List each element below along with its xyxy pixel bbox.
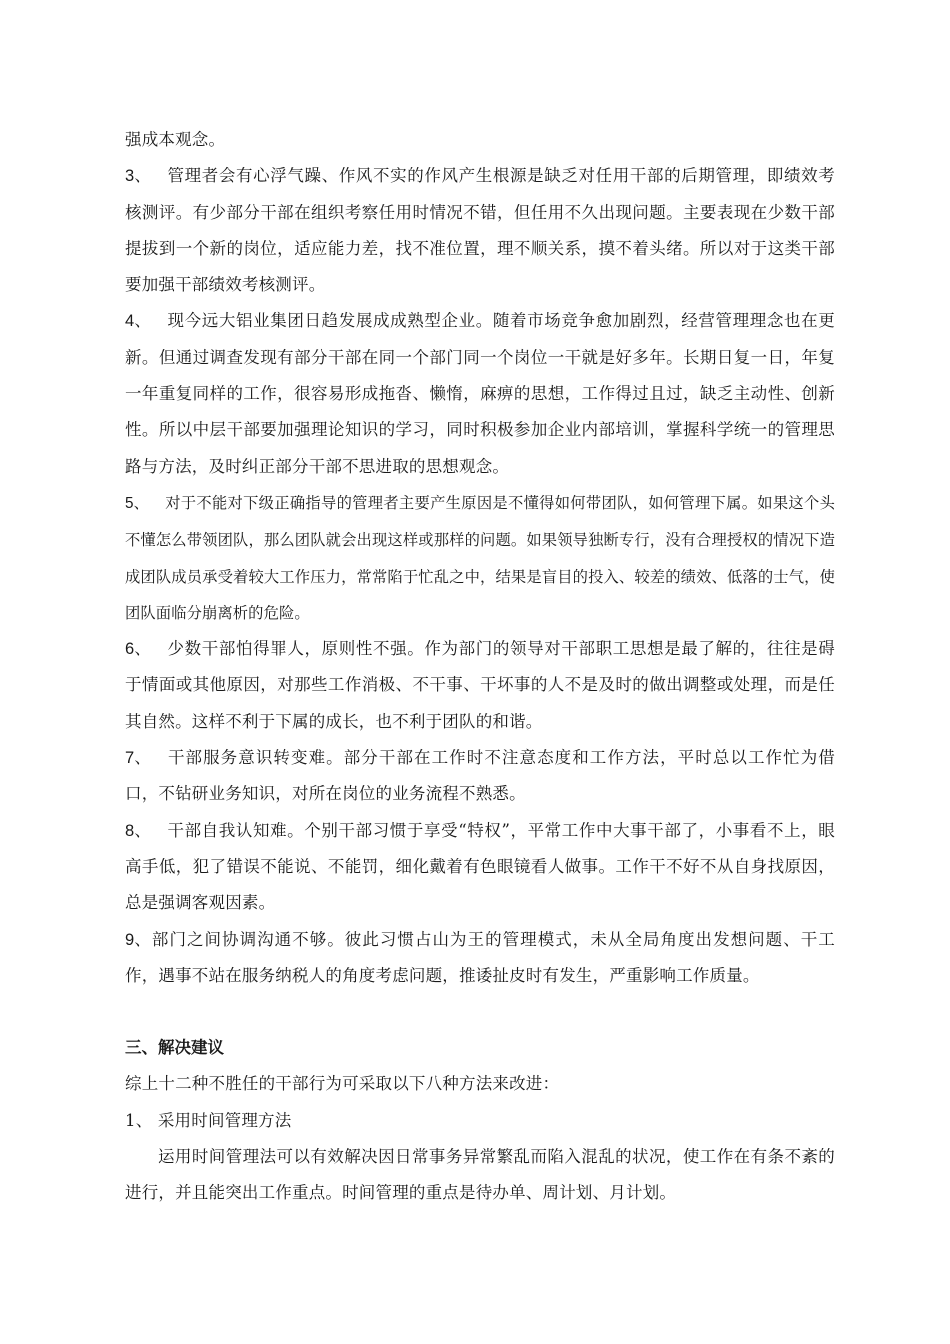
list-number: 6、 (125, 640, 152, 659)
subsection-title: 1、 采用时间管理方法 (125, 1110, 292, 1130)
list-item-text: 干部自我认知难。个别干部习惯于享受“特权”，平常工作中大事干部了，小事看不上，眼高手低，犯了错误不能说、不能罚，细化戴着有色眼镜看人做事。工作干不好不从自身找原因，总是强调客观因素。 (125, 820, 835, 913)
list-item-text: 管理者会有心浮气躁、作风不实的作风产生根源是缺乏对任用干部的后期管理，即绩效考核测评。有少部分干部在组织考察任用时情况不错，但任用不久出现问题。主要表现在少数干部提拔到一个新的岗位，适应能力差，找不准位置，理不顺关系，摸不着头绪。所以对于这类干部要加强干部绩效考核测评。 (125, 166, 835, 295)
list-item-7 (125, 740, 835, 813)
list-item-9 (125, 922, 835, 995)
subsection-body: 运用时间管理法可以有效解决因日常事务异常繁乱而陷入混乱的状况，使工作在有条不紊的进行，并且能突出工作重点。时间管理的重点是待办单、周计划、月计划。 (125, 1147, 835, 1203)
list-item-text: 现今远大铝业集团日趋发展成成熟型企业。随着市场竞争愈加剧烈，经营管理理念也在更新。但通过调查发现有部分干部在同一个部门同一个岗位一干就是好多年。长期日复一日，年复一年重复同样的工作，很容易形成拖沓、懒惰，麻痹的思想，工作得过且过，缺乏主动性、创新性。所以中层干部要加强理论知识的学习，同时积极参加企业内部培训，掌握科学统一的管理思路与方法，及时纠正部分干部不思进取的思想观念。 (125, 311, 835, 476)
list-item-text: 干部服务意识转变难。部分干部在工作时不注意态度和工作方法，平时总以工作忙为借口，不钻研业务知识，对所在岗位的业务流程不熟悉。 (125, 748, 835, 804)
document-body (125, 122, 835, 1212)
list-item-5 (125, 485, 835, 631)
list-item-8 (125, 813, 835, 922)
list-number: 5、 (125, 494, 150, 512)
list-item-4 (125, 303, 835, 484)
paragraph-intro-tail: 强成本观念。 (125, 130, 226, 149)
list-item-6 (125, 631, 835, 740)
section-lead: 综上十二种不胜任的干部行为可采取以下八种方法来改进： (125, 1074, 560, 1094)
section-heading: 三、解决建议 (125, 1038, 224, 1058)
list-number: 9、 (125, 930, 152, 949)
section-spacer (125, 994, 835, 1030)
list-item-3 (125, 158, 835, 303)
list-item-text: 少数干部怕得罪人，原则性不强。作为部门的领导对干部职工思想是最了解的，往往是碍于情面或其他原因，对那些工作消极、不干事、干坏事的人不是及时的做出调整或处理，而是任其自然。这样不利于下属的成长，也不利于团队的和谐。 (125, 639, 835, 731)
list-item-text: 部门之间协调沟通不够。彼此习惯占山为王的管理模式，未从全局角度出发想问题、干工作，遇事不站在服务纳税人的角度考虑问题，推诿扯皮时有发生，严重影响工作质量。 (125, 929, 835, 985)
list-number: 7、 (125, 749, 152, 768)
list-item-text: 对于不能对下级正确指导的管理者主要产生原因是不懂得如何带团队，如何管理下属。如果这个头不懂怎么带领团队，那么团队就会出现这样或那样的问题。如果领导独断专行，没有合理授权的情况下造成团队成员承受着较大工作压力，常常陷于忙乱之中，结果是盲目的投入、较差的绩效、低落的士气，使团队面临分崩离析的危险。 (125, 493, 835, 622)
list-number: 4、 (125, 312, 152, 331)
list-number: 8、 (125, 821, 152, 840)
list-number: 3、 (125, 167, 152, 186)
